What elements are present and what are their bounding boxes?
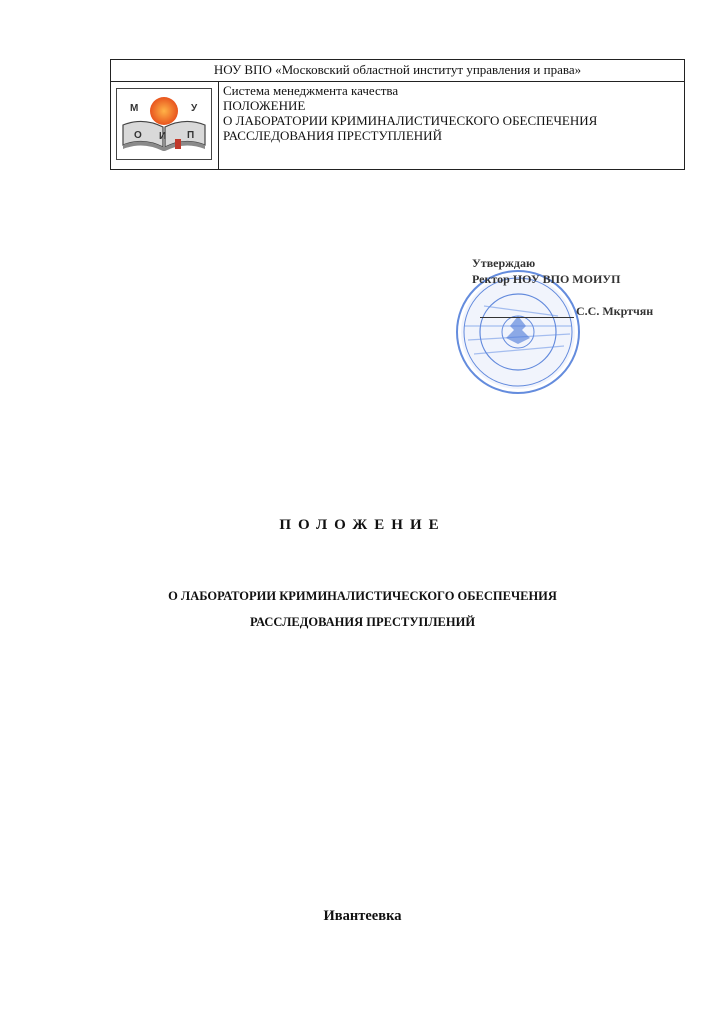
subtitle-line1: О ЛАБОРАТОРИИ КРИМИНАЛИСТИЧЕСКОГО ОБЕСПЕЧЕНИЯ [168, 589, 557, 603]
rector-label: Ректор НОУ ВПО МОИУП [472, 272, 621, 286]
subtitle-line2: РАССЛЕДОВАНИЯ ПРЕСТУПЛЕНИЙ [249, 615, 476, 629]
document-type-label: ПОЛОЖЕНИЕ [223, 98, 306, 113]
logo-letter-m: М [130, 103, 139, 114]
document-title-line2: РАССЛЕДОВАНИЯ ПРЕСТУПЛЕНИЙ [223, 128, 442, 143]
organization-name: НОУ ВПО «Московский областной институт управления и права» [111, 60, 685, 82]
open-book-logo-icon [117, 89, 211, 159]
official-seal-stamp-icon [454, 268, 582, 396]
document-title: ПОЛОЖЕНИЕ [279, 517, 446, 533]
logo-cell [111, 82, 219, 170]
rector-name: С.С. Мкртчян [576, 304, 654, 318]
logo-letter-u: У [191, 103, 198, 114]
document-info-cell [219, 82, 685, 170]
document-header-table [110, 59, 685, 170]
logo-letter-o: О [134, 130, 142, 141]
city-label: Ивантеевка [323, 908, 402, 924]
document-subtitle [0, 583, 725, 635]
signature-line [480, 317, 574, 318]
document-title-line1: О ЛАБОРАТОРИИ КРИМИНАЛИСТИЧЕСКОГО ОБЕСПЕЧЕНИЯ [223, 113, 598, 128]
institute-logo [116, 88, 212, 160]
logo-letter-p: П [187, 130, 195, 141]
logo-letter-i: И [159, 131, 167, 142]
quality-system-label: Система менеджмента качества [223, 83, 399, 98]
approve-label: Утверждаю [472, 256, 536, 270]
approval-block [440, 250, 685, 405]
